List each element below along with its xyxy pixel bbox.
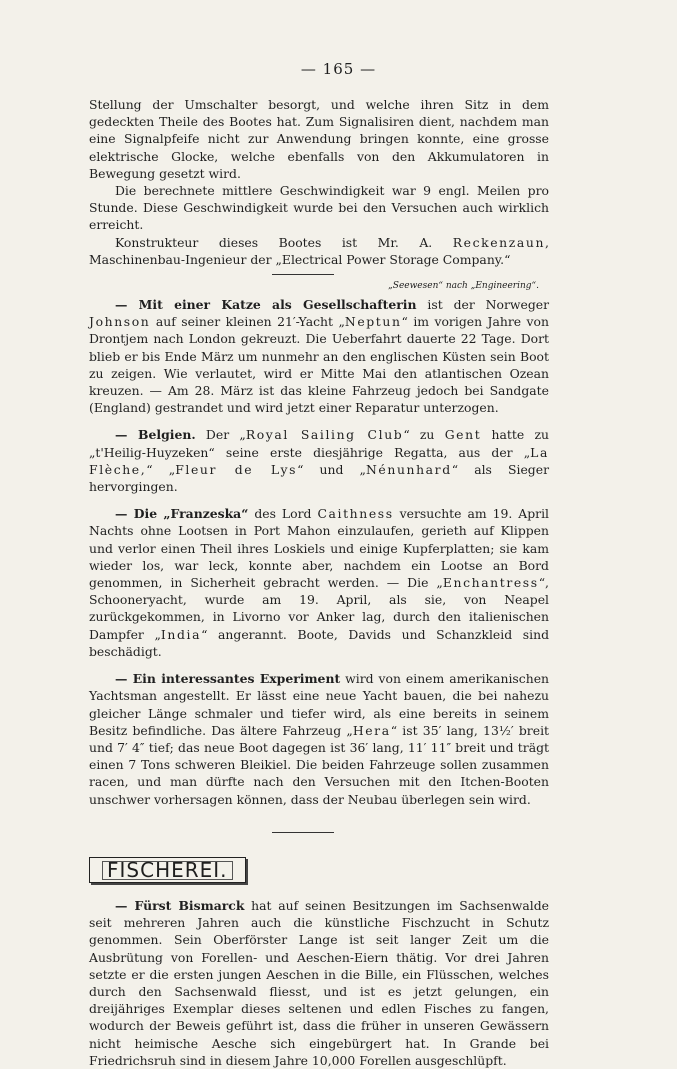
section-heading-box [89, 857, 246, 883]
text-run: wird von einem amerikanischen Yachtsman angestellt. Er lässt eine neue Yacht bauen, die bei nahezu gleicher Länge schmaler und tiefer wird, als eine bereits in seinem Besitz befindliche. Das ältere Fahrzeug „ [89, 671, 550, 738]
text-run: “ angerannt. Boote, Davids und Schanzkleid sind beschädigt. [89, 626, 550, 659]
page-number: — 165 — [300, 60, 377, 78]
text-run: Konstrukteur dieses Bootes ist Mr. A. [115, 234, 453, 250]
item-lead: — Mit einer Katze als Gesellschafterin [115, 297, 417, 313]
separator-rule [272, 274, 334, 275]
paragraph: Stellung der Umschalter besorgt, und welche ihren Sitz in dem gedeckten Theile des Bootes hat. Zum Signalisiren dient, nachdem man eine Signalpfeife nicht zur Anwendung bringen konnte, eine grosse elektrische Glocke, welche ebenfalls von den Akkumulatoren in Bewegung gesetzt wird. [89, 97, 549, 181]
text-run: “ im vorigen Jahre von Drontjem nach London gekreuzt. Die Ueberfahrt dauerte 22 Tage. Dort blieb er bis Ende März um nunmehr an den englischen Küsten sein Boot zu zeigen. Wie verlautet, wird er Mitte Mai den atlantischen Ozean kreuzen. — Am 28. März ist das kleine Fahrzeug jedoch bei Sandgate (England) gestrandet und wird jetzt einer Reparatur unterzogen. [89, 314, 549, 416]
person-name: Reckenzaun [452, 234, 546, 250]
person-name: Caithness [317, 506, 394, 522]
text-run: “ und „ [297, 461, 366, 477]
text-run: Der „ [195, 427, 246, 443]
city-name: Gent [444, 427, 482, 443]
text-run: , Maschinenbau-Ingenieur der „Electrical Power Storage Company.“ [89, 234, 549, 267]
text-run: “ zu [403, 427, 445, 443]
item-lead: — Belgien. [115, 427, 196, 443]
club-name: Royal Sailing Club [245, 427, 404, 443]
yacht-name: Neptun [344, 314, 402, 330]
text-run: “ „ [146, 461, 176, 477]
source-note: „Seewesen“ nach „Engineering“. [388, 281, 539, 292]
person-name: Johnson [89, 314, 151, 330]
yacht-name: Fleur de Lys [175, 461, 298, 477]
spacer [89, 839, 549, 851]
news-item-katze [89, 296, 549, 416]
text-run: ist der Norweger [416, 297, 550, 313]
spacer [89, 416, 549, 426]
news-item-bismarck [89, 897, 549, 1069]
spacer [89, 660, 549, 670]
text-run: hatte zu „t'Heilig-Huyzeken“ seine erste diesjährige Regatta, aus der „ [89, 427, 549, 460]
yacht-name: Hera [352, 722, 391, 738]
news-item-franzeska [89, 505, 549, 660]
paragraph: Die berechnete mittlere Geschwindigkeit war 9 engl. Meilen pro Stunde. Diese Geschwindigkeit wurde bei den Versuchen auch wirklich erreicht. [89, 183, 549, 233]
paragraph [89, 234, 549, 268]
text-run: “ als Sieger hervorgingen. [89, 461, 549, 495]
news-item-belgien [89, 426, 549, 495]
text-run: auf seiner kleinen 21′-Yacht „ [150, 314, 345, 330]
body-text [89, 96, 549, 1069]
section-heading: FISCHEREI. [102, 861, 233, 880]
yacht-name: La Flèche, [89, 444, 549, 477]
item-lead: — Die „Franzeska“ [115, 506, 249, 522]
text-run: hat auf seinen Besitzungen im Sachsenwalde seit mehreren Jahren auch die künstliche Fischzucht in Schutz genommen. Sein Oberförster Lange ist seit langer Zeit um die Ausbrütung von Forellen- und Aeschen-Eiern thätig. Vor drei Jahren setzte er die ersten jungen Aeschen in die Bille, ein Flüsschen, welches durch den Sachsenwald fliesst, und ist es jetzt gelungen, ein dreijähriges Exemplar dieses seltenen und edlen Fisches zu fangen, wodurch der Beweis geführt ist, dass die früher in unseren Gewässern nicht heimische Aesche sich eingebürgert hat. In Grande bei Friedrichsruh sind in diesem Jahre 10,000 Forellen ausgeschlüpft. [89, 897, 549, 1068]
news-item-experiment [89, 670, 549, 808]
yacht-name: Enchantress [442, 575, 539, 591]
item-lead: — Fürst Bismarck [115, 897, 245, 913]
item-lead: — Ein interessantes Experiment [115, 671, 341, 687]
separator-rule [272, 832, 334, 833]
text-run: “ ist 35′ lang, 13½′ breit und 7′ 4″ tief; das neue Boot dagegen ist 36′ lang, 11′ 11″ breit und trägt einen 7 Tons schweren Bleikiel. Die beiden Fahrzeuge sollen zusammen racen, und man dürfte nach den Versuchen mit den Itchen-Booten unschwer vorhersagen können, dass der Neubau überlegen sein wird. [89, 722, 550, 807]
text-run: versuchte am 19. April Nachts ohne Lootsen in Port Mahon einzulaufen, gerieth auf Klippen und verlor einen Theil ihres Loskiels und einige Kupferplatten; sie kam wieder los, war leck, konnte aber, nachdem ein Lootse an Bord genommen, in Sicherheit gebracht werden. — Die „ [89, 506, 549, 591]
text-run: “, Schooneryacht, wurde am 19. April, als sie, von Neapel zurückgekommen, in Livorno vor Anker lag, durch den italienischen Dampfer „ [89, 575, 549, 642]
spacer [89, 495, 549, 505]
ship-name: India [160, 626, 202, 642]
spacer [89, 808, 549, 826]
text-run: des Lord [248, 506, 318, 522]
yacht-name: Nénunhard [365, 461, 452, 477]
